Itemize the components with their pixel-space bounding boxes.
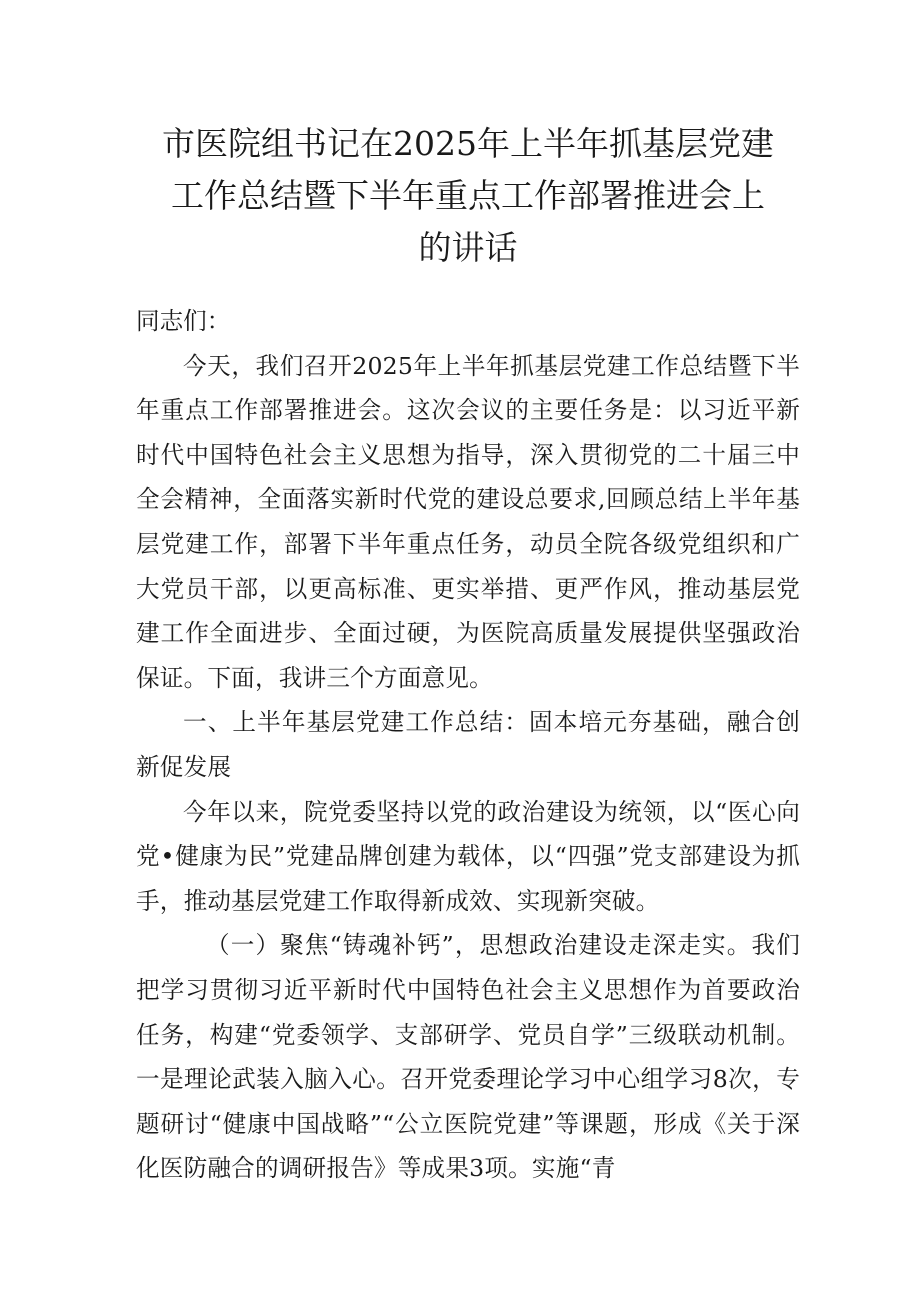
title-line-2: 工作总结暨下半年重点工作部署推进会上 xyxy=(171,176,765,215)
salutation: 同志们： xyxy=(136,307,231,335)
paragraph-subsection-1: （一）聚焦“铸魂补钙”，思想政治建设走深走实。我们把学习贯彻习近平新时代中国特色社会主义思想作为首要政治任务，构建“党委领学、支部研学、党员自学”三级联动机制。一是理论武装入脑入心。召开党委理论学习中心组学习8次，专题研讨“健康中国战略”“公立医院党建”等课题，形成《关于深化医防融合的调研报告》等成果3项。实施“青 xyxy=(136,931,800,1183)
paragraph-intro: 今天，我们召开2025年上半年抓基层党建工作总结暨下半年重点工作部署推进会。这次会议的主要任务是：以习近平新时代中国特色社会主义思想为指导，深入贯彻党的二十届三中全会精神，全面落实新时代党的建设总要求,回顾总结上半年基层党建工作，部署下半年重点任务，动员全院各级党组织和广大党员干部，以更高标准、更实举措、更严作风，推动基层党建工作全面进步、全面过硬，为医院高质量发展提供坚强政治保证。下面，我讲三个方面意见。 xyxy=(136,351,800,692)
paragraph-section-1-intro: 今年以来，院党委坚持以党的政治建设为统领，以“医心向党•健康为民”党建品牌创建为载体，以“四强”党支部建设为抓手，推动基层党建工作取得新成效、实现新突破。 xyxy=(136,797,800,915)
document-title xyxy=(136,118,800,274)
section-heading-1: 一、上半年基层党建工作总结：固本培元夯基础，融合创新促发展 xyxy=(136,708,800,781)
document-body xyxy=(136,299,800,1191)
title-line-3: 的讲话 xyxy=(418,228,518,267)
title-line-1: 市医院组书记在2025年上半年抓基层党建 xyxy=(162,124,774,163)
document-page xyxy=(136,118,800,1191)
